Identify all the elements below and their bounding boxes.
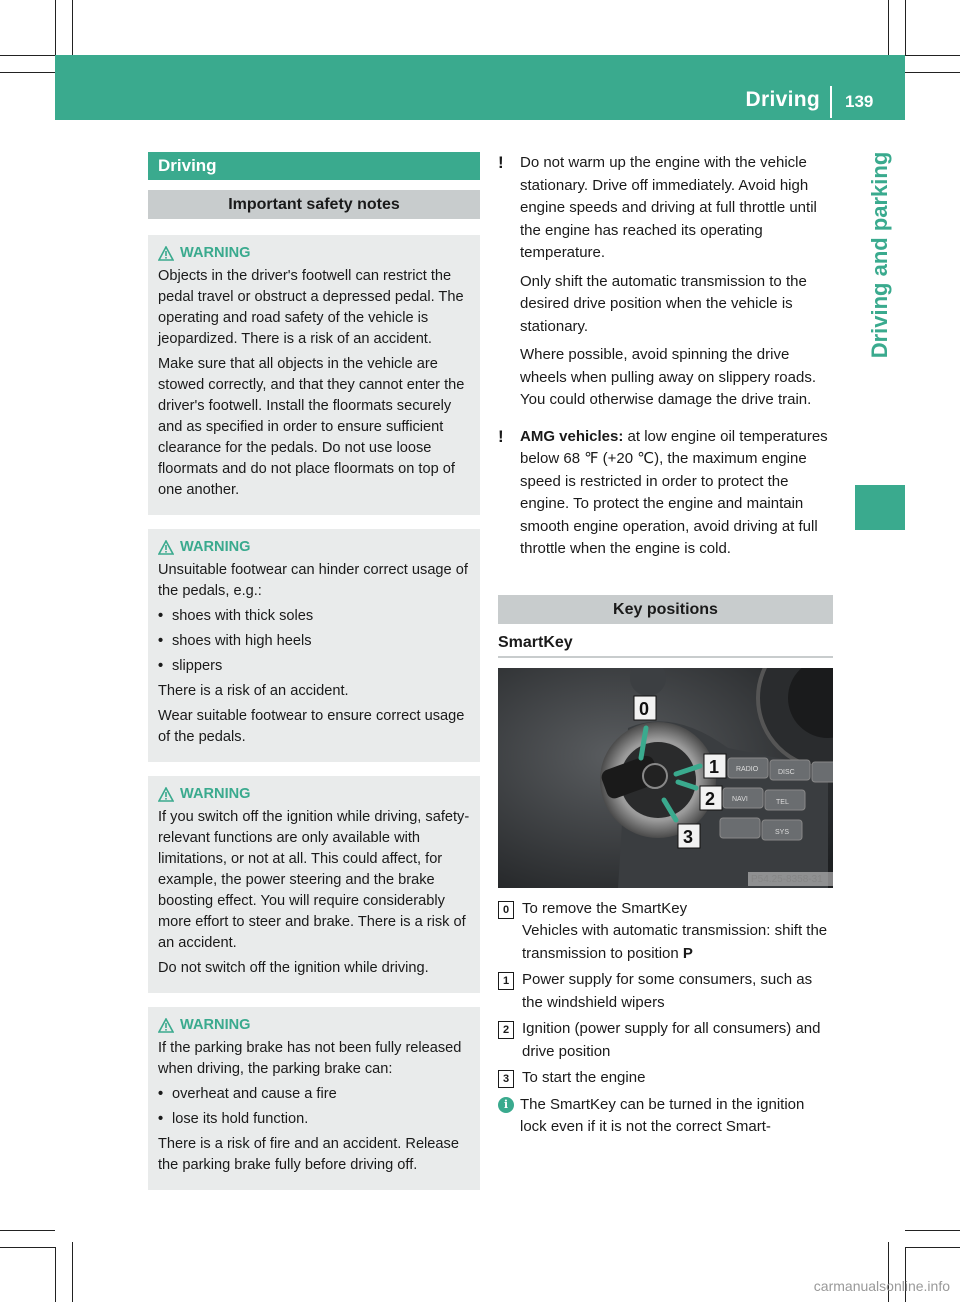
- legend-text: Ignition (power supply for all consumers) and drive position: [522, 1020, 821, 1060]
- radio-button-label: RADIO: [736, 765, 759, 773]
- note-bold-lead: AMG vehicles:: [520, 427, 624, 445]
- header-separator: [830, 86, 832, 118]
- warning-label: WARNING: [180, 786, 251, 802]
- position-label-3: 3: [683, 826, 694, 847]
- note-text: at low engine oil temperatures below 68 ℉ (+20 ℃), the maximum engine speed is restricted in order to protect the engine. To protect the engine and maintain smooth engine operation, avoid driving at full throttle when the engine is cold.: [520, 427, 828, 557]
- list-item-text: lose its hold function.: [172, 1111, 309, 1127]
- legend-number: 2: [498, 1021, 514, 1039]
- page-number: 139: [845, 92, 874, 111]
- disc-button-label: DISC: [778, 768, 795, 776]
- warning-header: [158, 537, 472, 558]
- key-position-legend: [498, 898, 833, 1090]
- info-note: [498, 1094, 833, 1139]
- side-tab-block: [855, 485, 905, 530]
- left-column: [148, 152, 480, 1190]
- list-item-text: shoes with high heels: [172, 633, 312, 649]
- section-title: Driving: [148, 152, 480, 180]
- bullet-icon: •: [158, 1086, 164, 1102]
- subheading: SmartKey: [498, 624, 833, 658]
- legend-text: To remove the SmartKey: [522, 899, 688, 917]
- warning-paragraph: If the parking brake has not been fully released when driving, the parking brake can:: [158, 1040, 462, 1077]
- legend-bold-text: P: [682, 944, 693, 962]
- crop-mark: [0, 55, 55, 56]
- list-item: [158, 1109, 472, 1130]
- crop-mark: [0, 72, 55, 73]
- crop-mark: [905, 1230, 960, 1231]
- position-label-1: 1: [709, 756, 720, 777]
- warning-triangle-icon: [158, 246, 174, 261]
- list-item: [158, 606, 472, 627]
- warning-box: [148, 1007, 480, 1190]
- crop-mark: [888, 0, 889, 60]
- warning-paragraph: Unsuitable footwear can hinder correct usage of the pedals, e.g.:: [158, 562, 468, 599]
- legend-item: [498, 1018, 833, 1063]
- footer-watermark[interactable]: carmanualsonline.info: [813, 1278, 950, 1294]
- warning-paragraph: There is a risk of fire and an accident. Release the parking brake fully before driving off.: [158, 1136, 459, 1173]
- warning-paragraph: Make sure that all objects in the vehicle are stowed correctly, and that they cannot enter the driver's footwell. Install the floormats securely and as specified in order to ensure sufficient clearance for the pedals. Do not use loose floormats and do not place floormats on top of one another.: [158, 356, 465, 498]
- caution-note: [498, 152, 833, 418]
- header-title: Driving: [745, 88, 820, 111]
- subsection-title: Key positions: [498, 595, 833, 624]
- position-label-0: 0: [639, 698, 650, 719]
- legend-number: 0: [498, 901, 514, 919]
- crop-mark: [905, 55, 960, 56]
- warning-label: WARNING: [180, 245, 251, 261]
- warning-header: [158, 1015, 472, 1036]
- legend-item: [498, 898, 833, 966]
- warning-paragraph: If you switch off the ignition while driving, safety-relevant functions are only available with limitations, or not at all. This could affect, for example, the power steering and the brake boosting effect. You will require considerably more effort to steer and brake. There is a risk of an accident.: [158, 809, 470, 951]
- legend-number: 1: [498, 972, 514, 990]
- warning-triangle-icon: [158, 540, 174, 555]
- warning-triangle-icon: [158, 787, 174, 802]
- warning-box: [148, 529, 480, 762]
- sys-button-label: SYS: [775, 828, 790, 836]
- caution-icon: !: [498, 426, 504, 446]
- legend-text: To start the engine: [522, 1069, 646, 1086]
- legend-text: Power supply for some consumers, such as the windshield wipers: [522, 971, 813, 1011]
- crop-mark: [905, 1247, 960, 1248]
- legend-text: Vehicles with automatic transmission: shift the transmission to position: [522, 922, 828, 962]
- crop-mark: [55, 0, 56, 55]
- bullet-icon: •: [158, 658, 164, 674]
- crop-mark: [0, 1247, 55, 1248]
- caution-note: [498, 426, 833, 567]
- list-item-text: shoes with thick soles: [172, 608, 314, 624]
- list-item: [158, 1084, 472, 1105]
- list-item-text: overheat and cause a fire: [172, 1086, 337, 1102]
- note-paragraph: Do not warm up the engine with the vehicle stationary. Drive off immediately. Avoid high engine speeds and driving at full throttle until the engine has reached its operating temperature.: [520, 154, 817, 261]
- list-item: [158, 631, 472, 652]
- ignition-illustration: [498, 668, 833, 888]
- crop-mark: [905, 0, 906, 55]
- info-icon: i: [498, 1097, 514, 1113]
- list-item-text: slippers: [172, 658, 223, 674]
- warning-box: [148, 776, 480, 993]
- warning-box: [148, 235, 480, 515]
- position-label-2: 2: [705, 788, 716, 809]
- bullet-icon: •: [158, 633, 164, 649]
- bullet-icon: •: [158, 1111, 164, 1127]
- ignition-lock-photo: [498, 668, 833, 888]
- legend-number: 3: [498, 1070, 514, 1088]
- warning-label: WARNING: [180, 539, 251, 555]
- right-column: [498, 152, 833, 1139]
- note-paragraph: Only shift the automatic transmission to the desired drive position when the vehicle is stationary.: [520, 272, 807, 335]
- legend-item: [498, 1067, 833, 1090]
- caution-icon: !: [498, 153, 504, 172]
- crop-mark: [55, 1247, 56, 1302]
- warning-paragraph: Do not switch off the ignition while driving.: [158, 960, 429, 976]
- navi-button-label: NAVI: [732, 795, 748, 803]
- info-text: The SmartKey can be turned in the ignition lock even if it is not the correct Smart-: [520, 1095, 805, 1135]
- list-item: [158, 656, 472, 677]
- crop-mark: [905, 72, 960, 73]
- side-tab-label: Driving and parking: [867, 151, 892, 359]
- warning-paragraph: Wear suitable footwear to ensure correct usage of the pedals.: [158, 708, 465, 745]
- note-paragraph: Where possible, avoid spinning the drive wheels when pulling away on slippery roads. You could otherwise damage the drive train.: [520, 346, 817, 408]
- crop-mark: [72, 1242, 73, 1302]
- warning-header: [158, 784, 472, 805]
- crop-mark: [0, 1230, 55, 1231]
- warning-paragraph: There is a risk of an accident.: [158, 683, 349, 699]
- warning-header: [158, 243, 472, 264]
- warning-paragraph: Objects in the driver's footwell can restrict the pedal travel or obstruct a depressed pedal. The operating and road safety of the vehicle is jeopardized. There is a risk of an accident.: [158, 268, 464, 347]
- subsection-title: Important safety notes: [148, 190, 480, 219]
- legend-item: [498, 969, 833, 1014]
- crop-mark: [72, 0, 73, 60]
- warning-triangle-icon: [158, 1018, 174, 1033]
- bullet-icon: •: [158, 608, 164, 624]
- warning-label: WARNING: [180, 1017, 251, 1033]
- tel-button-label: TEL: [776, 798, 789, 806]
